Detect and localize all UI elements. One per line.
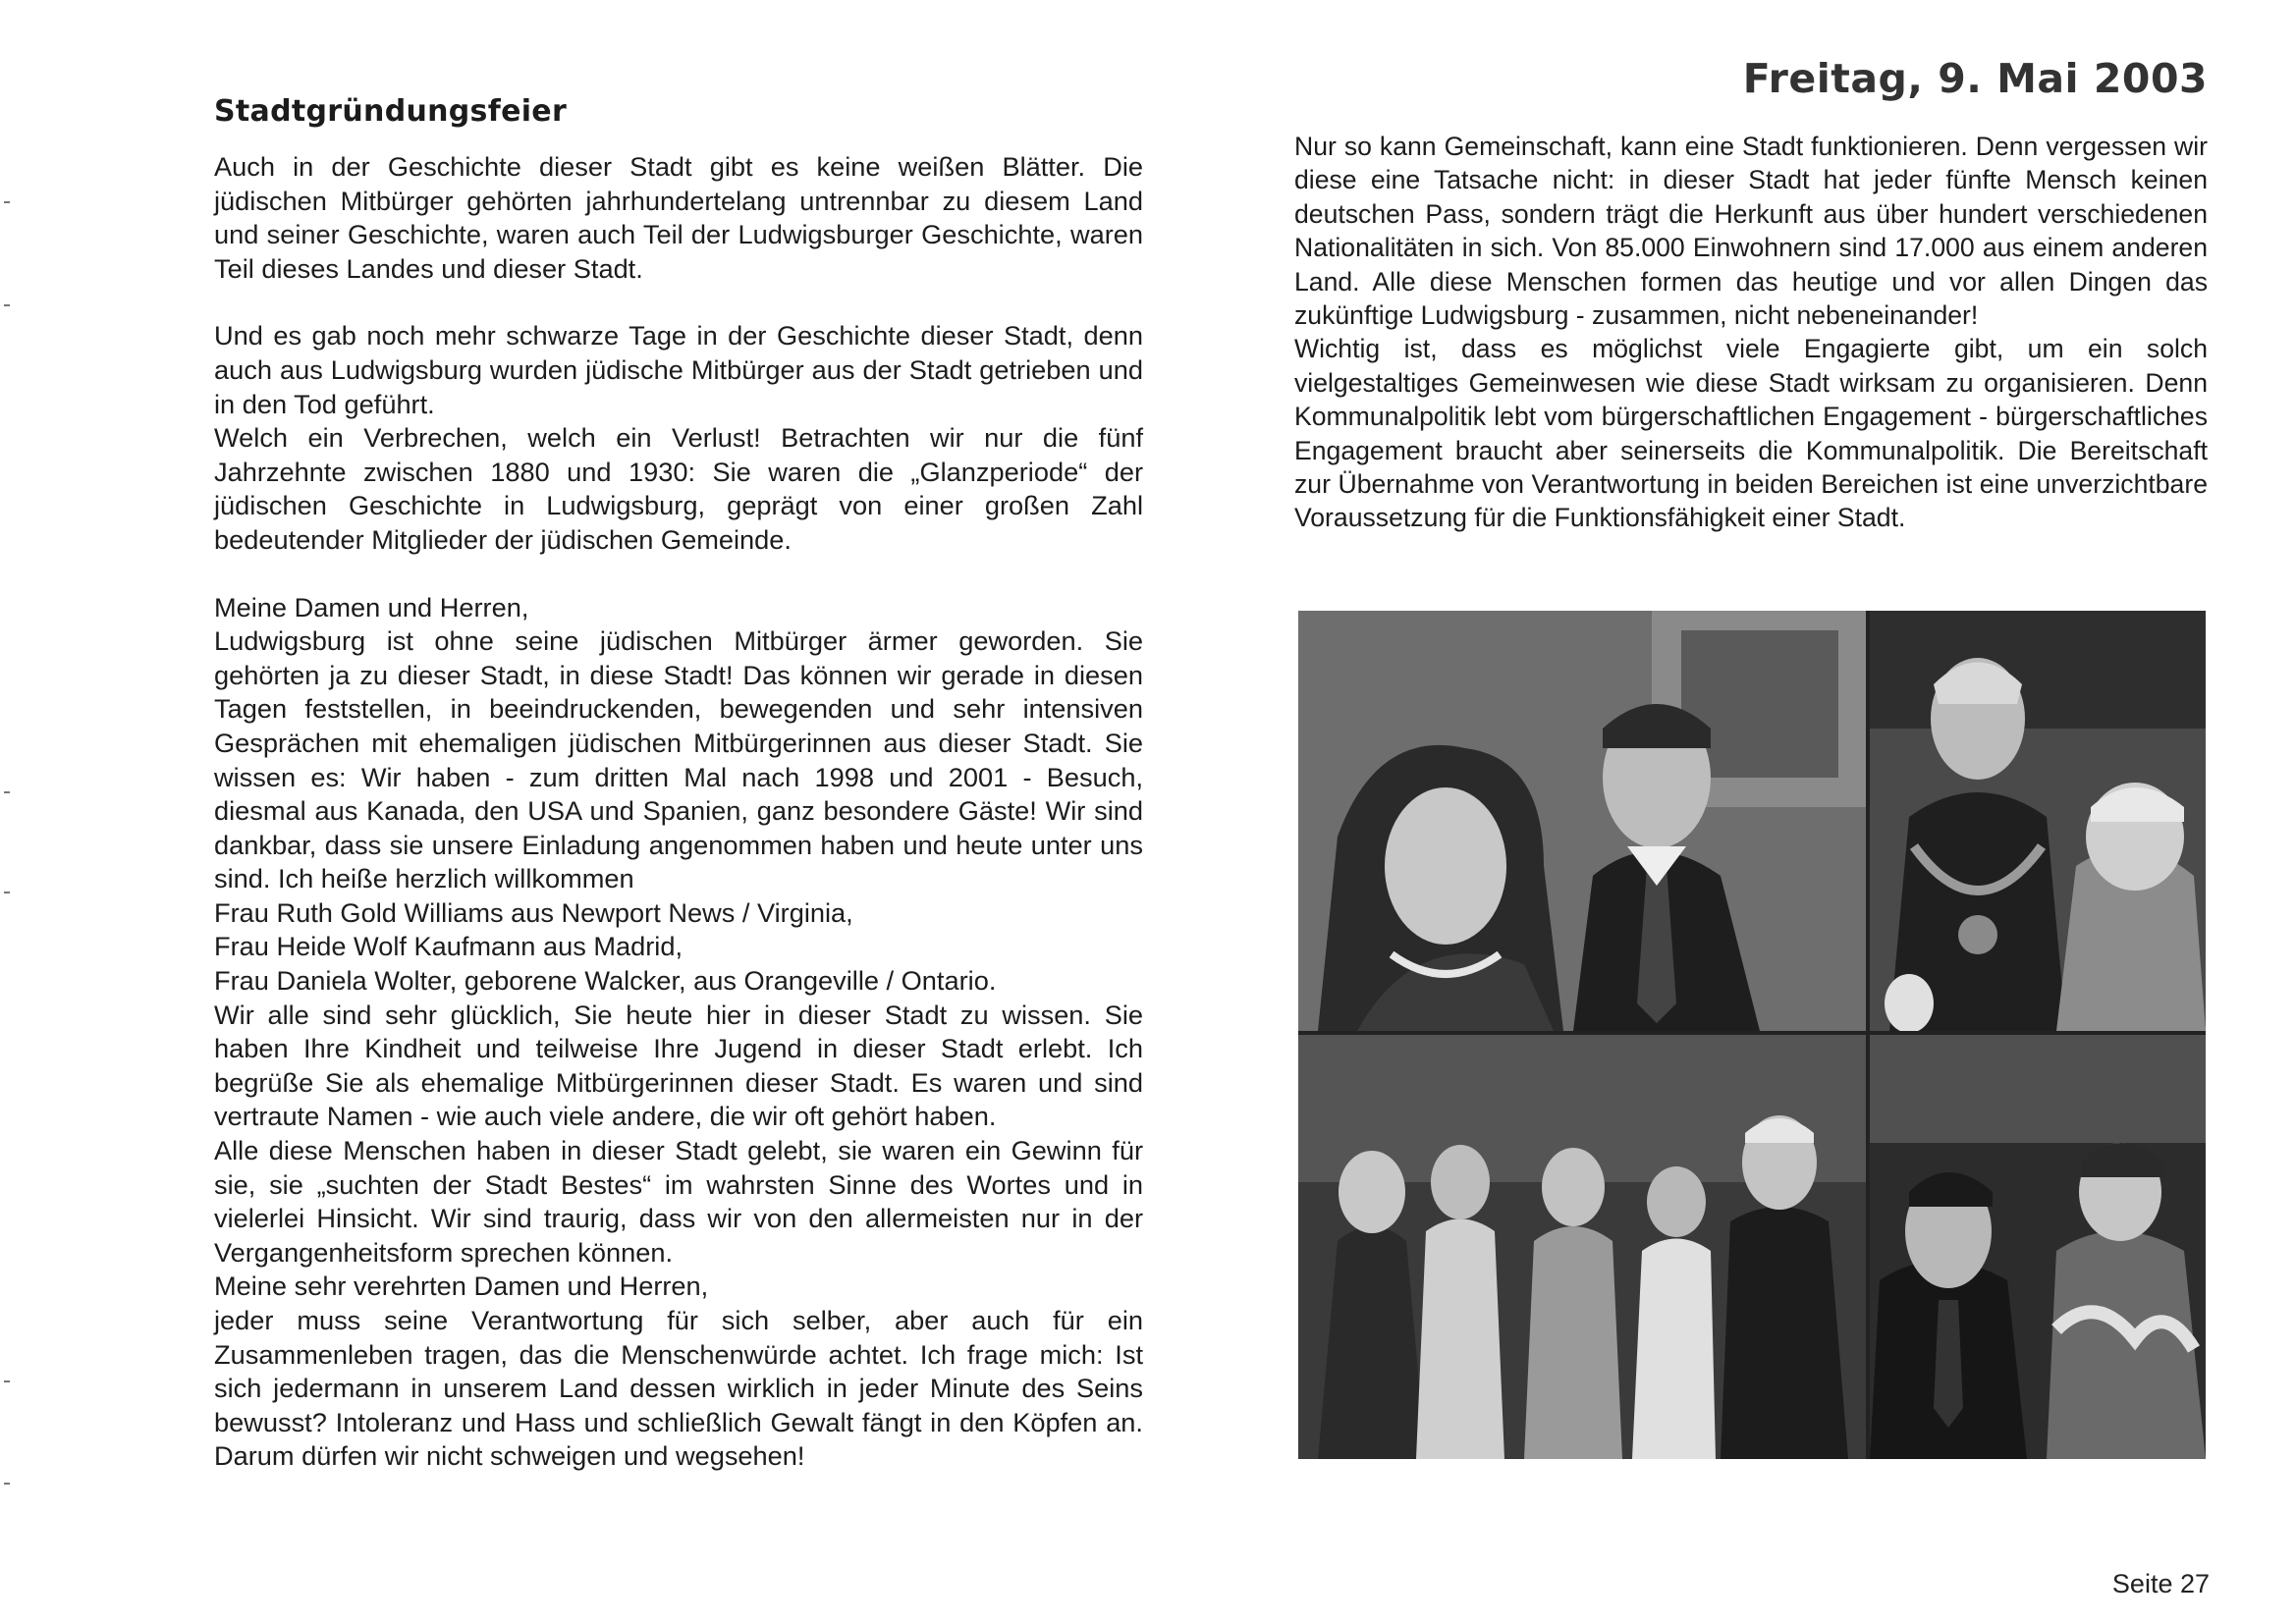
section-title: Stadtgründungsfeier: [214, 94, 568, 129]
paragraph-gap: [214, 558, 1143, 591]
margin-tick: [4, 892, 10, 893]
paragraph: Wir alle sind sehr glücklich, Sie heute hier in dieser Stadt zu wissen. Sie haben Ihre Kindheit und teilweise Ihre Jugend in dieser Stadt erlebt. Ich begrüße Sie als ehemalige Mitbürgerinnen dieser Stadt. Es waren und sind vertraute Namen - wie auch viele andere, die wir oft gehört haben.: [214, 999, 1143, 1132]
margin-tick: [4, 1483, 10, 1485]
date-heading: Freitag, 9. Mai 2003: [1742, 55, 2208, 102]
margin-tick: [4, 1380, 10, 1382]
margin-tick: [4, 201, 10, 203]
photo-mayor: [1870, 611, 2206, 1031]
photo-couple: [1298, 611, 1866, 1031]
page-number: Seite 27: [2111, 1569, 2210, 1598]
guest-line: Frau Heide Wolf Kaufmann aus Madrid,: [214, 931, 683, 962]
left-page: [214, 94, 1143, 1474]
guest-line: Frau Daniela Wolter, geborene Walcker, aus Orangeville / Ontario.: [214, 965, 997, 997]
right-page: [1294, 55, 2208, 535]
salutation: Meine sehr verehrten Damen und Herren,: [214, 1271, 709, 1302]
paragraph: Alle diese Menschen haben in dieser Stadt gelebt, sie waren ein Gewinn für sie, sie „suchten der Stadt Bestes“ im wahrsten Sinne des Wortes und in vielerlei Hinsicht. Wir sind traurig, dass wir von den allermeisten nur in der Vergangenheitsform sprechen können.: [214, 1135, 1143, 1268]
paragraph: Nur so kann Gemeinschaft, kann eine Stadt funktionieren. Denn vergessen wir diese eine Tatsache nicht: in dieser Stadt hat jeder fünfte Mensch keinen deutschen Pass, sondern trägt die Herkunft aus über hundert verschiedenen Nationalitäten in sich. Von 85.000 Einwohnern sind 17.000 aus einem anderen Land. Alle diese Menschen formen das heutige und vor allen Dingen das zukünftige Ludwigsburg - zusammen, nicht nebeneinander!: [1294, 132, 2208, 331]
paragraph: Auch in der Geschichte dieser Stadt gibt es keine weißen Blätter. Die jüdischen Mitbürger gehörten jahrhundertelang untrennbar zu diesem Land und seiner Geschichte, waren auch Teil der Ludwigsburger Geschichte, waren Teil dieses Landes und dieser Stadt.: [214, 151, 1143, 284]
paragraph: Meine Damen und Herren,: [214, 591, 529, 622]
guest-line: Frau Ruth Gold Williams aus Newport News / Virginia,: [214, 896, 853, 928]
paragraph: Und es gab noch mehr schwarze Tage in der Geschichte dieser Stadt, denn auch aus Ludwigsburg wurden jüdische Mitbürger aus der Stadt getrieben und in den Tod geführt.: [214, 320, 1143, 419]
photo-group: [1298, 1035, 1866, 1459]
paragraph: Wichtig ist, dass es möglichst viele Engagierte gibt, um ein solch vielgestaltiges Gemeinwesen wie diese Stadt wirksam zu organisieren. Denn Kommunalpolitik lebt vom bürgerschaftlichen Engagement - bürgerschaftliches Engagement braucht aber seinerseits die Kommunalpolitik. Die Bereitschaft zur Übernahme von Verantwortung in beiden Bereichen ist eine unverzichtbare Voraussetzung für die Funktionsfähigkeit einer Stadt.: [1294, 334, 2208, 533]
paragraph: jeder muss seine Verantwortung für sich selber, aber auch für ein Zusammenleben tragen, das die Menschenwürde achtet. Ich frage mich: Ist sich jedermann in unserem Land dessen wirklich in jeder Minute des Seins bewusst? Intoleranz und Hass und schließlich Gewalt fängt in den Köpfen an. Darum dürfen wir nicht schweigen und wegsehen!: [214, 1305, 1143, 1472]
margin-tick: [4, 304, 10, 306]
photo-collage: [1298, 611, 2206, 1459]
paragraph: Welch ein Verbrechen, welch ein Verlust! Betrachten wir nur die fünf Jahrzehnte zwischen 1880 und 1930: Sie waren die „Glanzperiode“ der jüdischen Geschichte in Ludwigsburg, geprägt von einer großen Zahl bedeutender Mitglieder der jüdischen Gemeinde.: [214, 422, 1143, 555]
margin-tick: [4, 791, 10, 793]
paragraph-gap: [214, 286, 1143, 319]
photo-conversation: [1870, 1035, 2206, 1459]
paragraph: Ludwigsburg ist ohne seine jüdischen Mitbürger ärmer geworden. Sie gehörten ja zu dieser Stadt, in diese Stadt! Das können wir gerade in diesen Tagen feststellen, in beeindruckenden, bewegenden und sehr intensiven Gesprächen mit ehemaligen jüdischen Mitbürgerinnen aus dieser Stadt. Sie wissen es: Wir haben - zum dritten Mal nach 1998 und 2001 - Besuch, diesmal aus Kanada, den USA und Spanien, ganz besondere Gäste! Wir sind dankbar, dass sie unsere Einladung angenommen haben und heute unter uns sind. Ich heiße herzlich willkommen: [214, 625, 1143, 894]
